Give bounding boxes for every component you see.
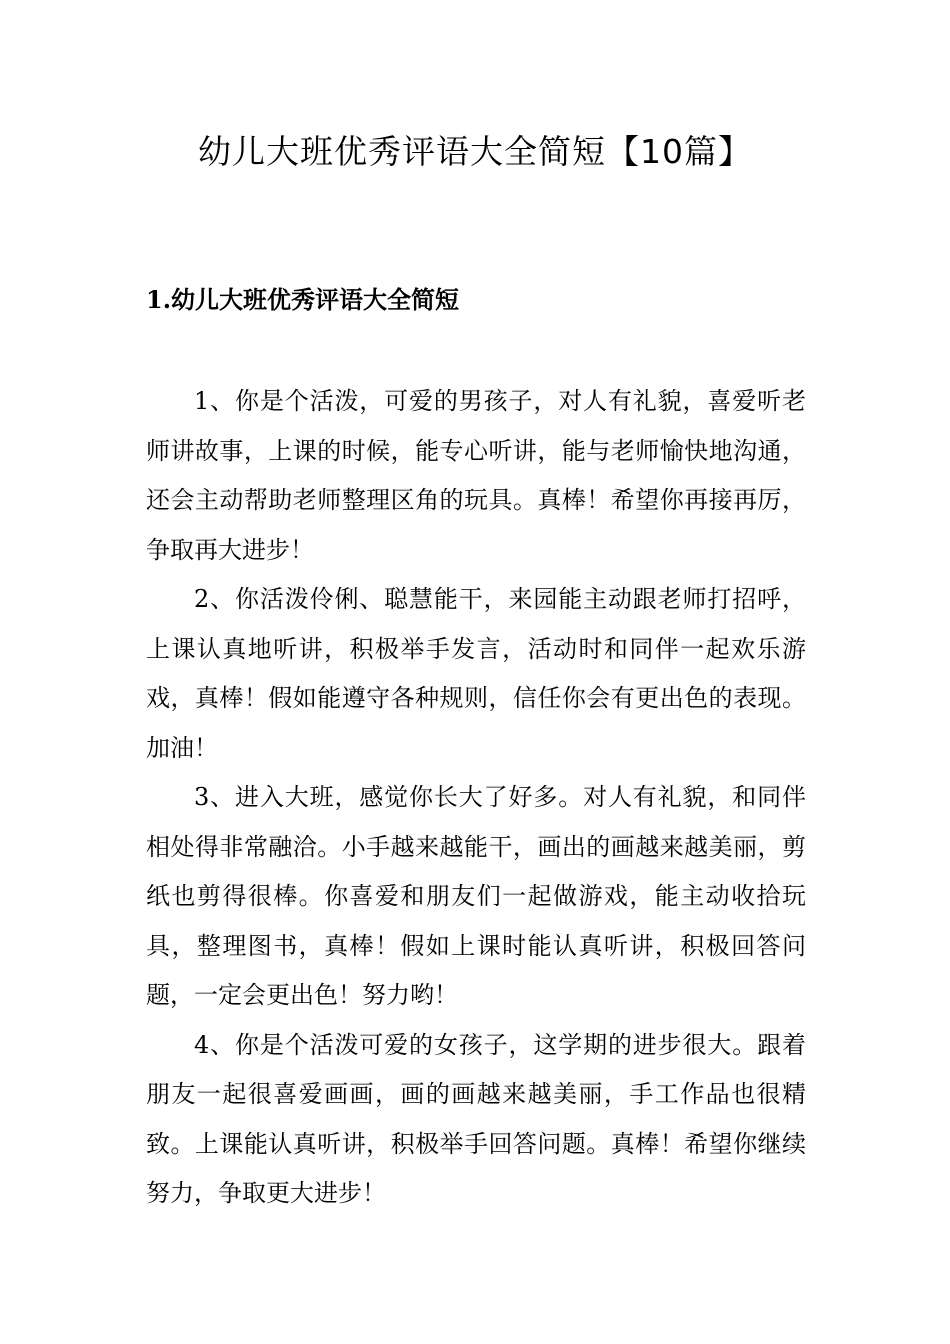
comment-paragraph-4: 4、你是个活泼可爱的女孩子，这学期的进步很大。跟着朋友一起很喜爱画画，画的画越来越美丽，手工作品也很精致。上课能认真听讲，积极举手回答问题。真棒！希望你继续努力，争取更大进步！ — [146, 1030, 806, 1207]
document-title: 幼儿大班优秀评语大全简短【10篇】 — [198, 132, 752, 171]
comment-paragraph-3: 3、进入大班，感觉你长大了好多。对人有礼貌，和同伴相处得非常融洽。小手越来越能干，画出的画越来越美丽，剪纸也剪得很棒。你喜爱和朋友们一起做游戏，能主动收拾玩具，整理图书，真棒！假如上课时能认真听讲，积极回答问题，一定会更出色！努力哟！ — [146, 783, 806, 1009]
comment-paragraph-1: 1、你是个活泼，可爱的男孩子，对人有礼貌，喜爱听老师讲故事，上课的时候，能专心听讲，能与老师愉快地沟通，还会主动帮助老师整理区角的玩具。真棒！希望你再接再厉，争取再大进步！ — [146, 387, 806, 564]
comment-paragraph-2: 2、你活泼伶俐、聪慧能干，来园能主动跟老师打招呼，上课认真地听讲，积极举手发言，活动时和同伴一起欢乐游戏，真棒！假如能遵守各种规则，信任你会有更出色的表现。加油！ — [146, 585, 806, 762]
comments-body — [146, 377, 806, 1219]
section-heading: 1.幼儿大班优秀评语大全简短 — [146, 285, 460, 314]
